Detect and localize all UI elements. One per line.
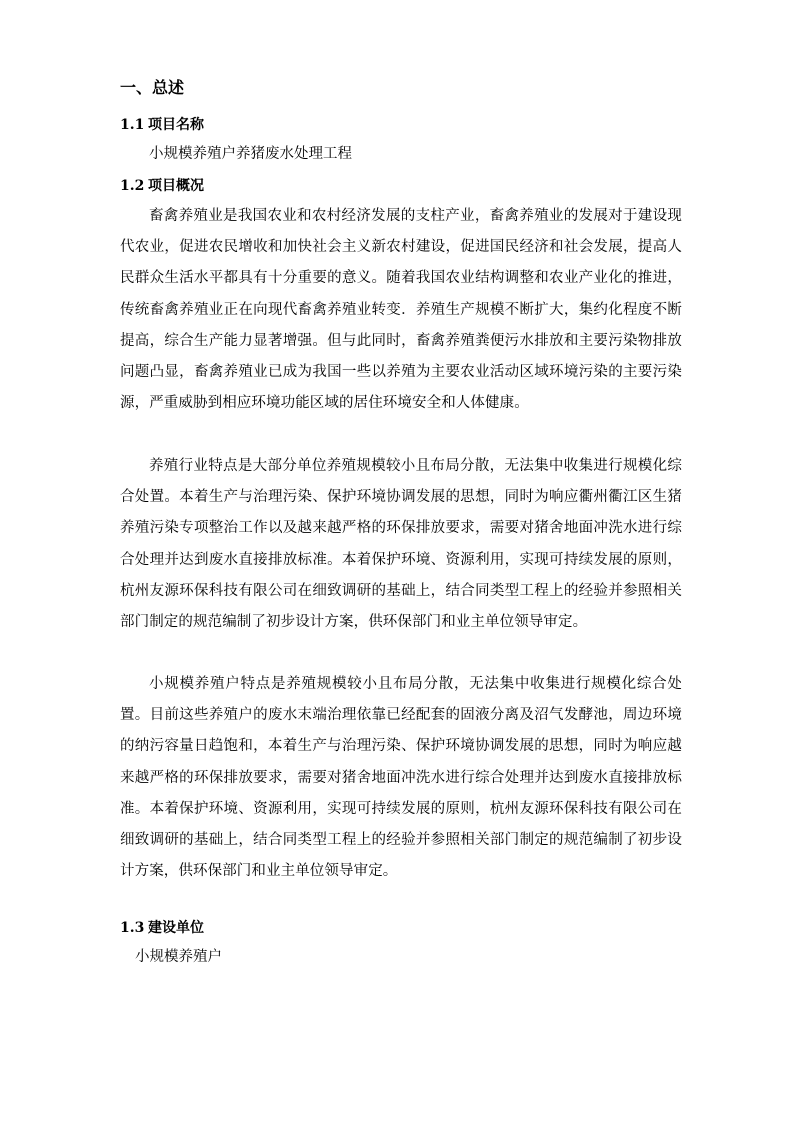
chapter-heading: 一、总述: [120, 78, 185, 97]
section-number: 1.3: [120, 920, 145, 936]
construction-unit-text: 小规模养殖户: [135, 949, 222, 965]
project-name-text: 小规模养殖户养猪废水处理工程: [149, 146, 352, 162]
section-title: 建设单位: [148, 920, 204, 936]
section-number: 1.2: [120, 178, 145, 194]
section-heading-1-2: [120, 175, 204, 197]
section-heading-1-1: [120, 114, 204, 136]
overview-paragraph-2: 养殖行业特点是大部分单位养殖规模较小且布局分散，无法集中收集进行规模化综合处置。本着生产与治理污染、保护环境协调发展的思想，同时为响应衢州衢江区生猪养殖污染专项整治工作以及越来越严格的环保排放要求，需要对猪舍地面冲洗水进行综合处理并达到废水直接排放标准。本着保护环境、资源利用，实现可持续发展的原则，杭州友源环保科技有限公司在细致调研的基础上，结合同类型工程上的经验并参照相关部门制定的规范编制了初步设计方案，供环保部门和业主单位领导审定。: [120, 458, 682, 631]
overview-paragraph-3: 小规模养殖户特点是养殖规模较小且布局分散，无法集中收集进行规模化综合处置。目前这些养殖户的废水末端治理依靠已经配套的固液分离及沼气发酵池，周边环境的纳污容量日趋饱和，本着生产与治理污染、保护环境协调发展的思想，同时为响应越来越严格的环保排放要求，需要对猪舍地面冲洗水进行综合处理并达到废水直接排放标准。本着保护环境、资源利用，实现可持续发展的原则，杭州友源环保科技有限公司在细致调研的基础上，结合同类型工程上的经验并参照相关部门制定的规范编制了初步设计方案，供环保部门和业主单位领导审定。: [120, 676, 682, 880]
section-title: 项目概况: [148, 178, 204, 194]
section-heading-1-3: [120, 917, 204, 939]
section-number: 1.1: [120, 117, 145, 133]
section-title: 项目名称: [148, 117, 204, 133]
overview-paragraph-1: 畜禽养殖业是我国农业和农村经济发展的支柱产业，畜禽养殖业的发展对于建设现代农业，促进农民增收和加快社会主义新农村建设，促进国民经济和社会发展，提高人民群众生活水平都具有十分重要的意义。随着我国农业结构调整和农业产业化的推进，传统畜禽养殖业正在向现代畜禽养殖业转变．养殖生产规模不断扩大，集约化程度不断提高，综合生产能力显著增强。但与此同时，畜禽养殖粪便污水排放和主要污染物排放问题凸显，畜禽养殖业已成为我国一些以养殖为主要农业活动区域环境污染的主要污染源，严重威胁到相应环境功能区域的居住环境安全和人体健康。: [120, 208, 682, 412]
